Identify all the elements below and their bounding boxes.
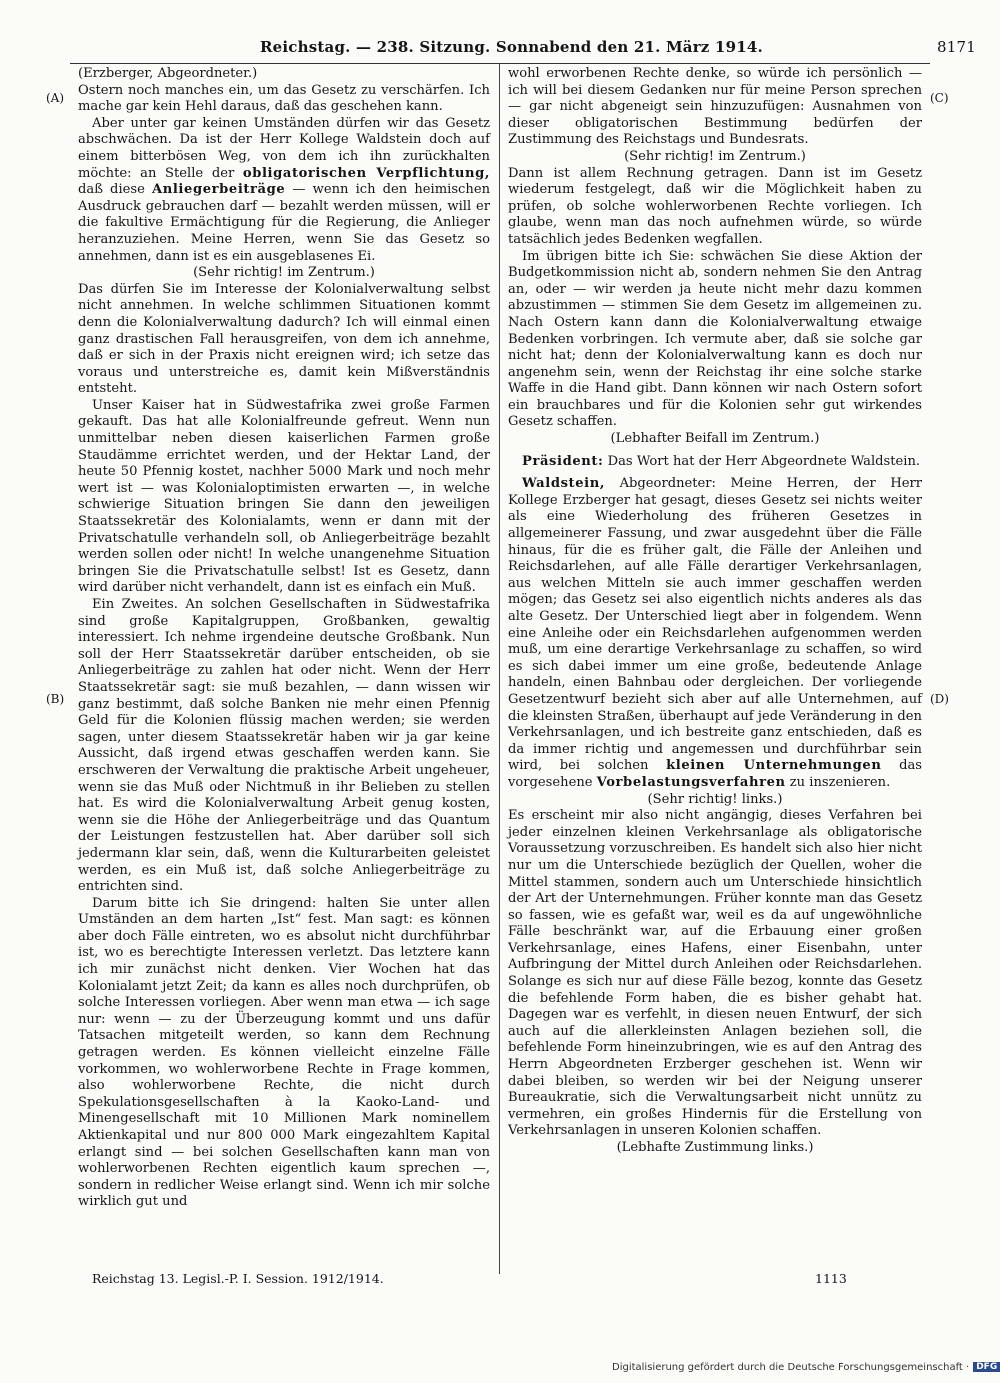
emphasis: obligatorischen Verpflichtung, <box>242 165 490 181</box>
header-title: Reichstag. — 238. Sitzung. Sonnabend den 21. März 1914. <box>260 38 763 56</box>
text-run: Das Wort hat der Herr Abgeordnete Waldstein. <box>603 453 921 469</box>
waldstein-speech <box>508 476 922 791</box>
interjection: (Lebhafter Beifall im Zentrum.) <box>610 431 820 447</box>
page-header <box>70 38 1000 64</box>
paragraph <box>78 116 490 265</box>
interjection: (Sehr richtig! im Zentrum.) <box>624 148 806 164</box>
text-run: das vorgesehene <box>508 758 923 790</box>
paragraph: Ostern noch manches ein, um das Gesetz zu verschärfen. Ich mache gar kein Hehl daraus, daß das geschehen kann. <box>78 82 490 115</box>
text-run: — wenn ich den heimischen Ausdruck gebrauchen darf — bezahlt werden müssen, will er die fakultive Ermächtigung für die Regierung, die Anlieger heranzuziehen. Meine Herren, wenn Sie das Gesetz so annehmen, dann ist es ein ausgeblasenes Ei. <box>78 182 491 264</box>
left-column <box>78 66 490 1211</box>
credit-text: Digitalisierung gefördert durch die Deutsche Forschungsgemeinschaft · <box>612 1362 970 1373</box>
paragraph: Das dürfen Sie im Interesse der Kolonialverwaltung selbst nicht annehmen. In welche schlimmen Situationen kommt denn die Kolonialverwaltung dadurch? Ich will einmal einen ganz drastischen Fall herausgreifen, von dem ich annehme, daß er sich in der Praxis nicht ereignen wird; ich setze das voraus und unterstreiche es, damit kein Mißverständnis entsteht. <box>78 281 490 397</box>
paragraph: Im übrigen bitte ich Sie: schwächen Sie diese Aktion der Budgetkommission nicht ab, sondern nehmen Sie den Antrag an, oder — wir werden ja heute nicht mehr dazu kommen abzustimmen — stimmen Sie dem Gesetz im allgemeinen zu. Nach Ostern kann dann die Kolonialverwaltung etwaige Bedenken vorbringen. Ich vermute aber, daß sie solche gar nicht hat; denn der Kolonialverwaltung kann es doch nur angenehm sein, wenn der Reichstag ihr eine solche starke Waffe in die Hand gibt. Dann können wir nach Ostern sofort ein brauchbares und für die Kolonien sehr gut wirkendes Gesetz schaffen. <box>508 248 922 430</box>
margin-mark-c: (C) <box>930 91 949 105</box>
header-rule <box>70 63 930 64</box>
speaker-label: Waldstein, <box>522 476 605 492</box>
digitization-credit <box>612 1362 1000 1373</box>
margin-mark-a: (A) <box>46 91 65 105</box>
speaker-note: (Erzberger, Abgeordneter.) <box>78 66 258 81</box>
margin-mark-d: (D) <box>930 692 949 706</box>
paragraph: Ein Zweites. An solchen Gesellschaften in Südwestafrika sind große Kapitalgruppen, Großbanken, gewaltig interessiert. Ich nehme irgendeine deutsche Großbank. Nun soll der Herr Staatssekretär darüber entscheiden, ob sie Anliegerbeiträge zu zahlen hat oder nicht. Wenn der Herr Staatssekretär sagt: sie muß bezahlen, — dann wissen wir ganz bestimmt, daß solche Banken nie mehr einen Pfennig Geld für die Kolonien flüssig machen werden; sie werden sagen, unter diesem Staatssekretär haben wir ja gar keine Aussicht, daß irgend etwas geschaffen werden kann. Sie erschweren der Verwaltung die praktische Arbeit ungeheuer, wenn sie das Muß oder Nichtmuß in ihr Belieben zu stellen hat. Es wird die Kolonialverwaltung Arbeit genug kosten, wenn sie die Höhe der Anliegerbeiträge und das Quantum der Leistungen festzustellen hat. Aber darüber soll sich jedermann klar sein, daß, wenn die Kulturarbeiten geleistet werden, es ein Muß ist, daß solche Anliegerbeiträge zu entrichten sind. <box>78 597 490 895</box>
page-number: 8171 <box>937 38 976 56</box>
interjection: (Sehr richtig! im Zentrum.) <box>193 265 375 281</box>
text-run: daß diese <box>78 182 152 198</box>
president-statement <box>508 454 922 471</box>
footer-sheet-number: 1113 <box>815 1271 847 1286</box>
emphasis: kleinen Unternehmungen <box>666 758 882 774</box>
text-run: Aber unter gar keinen Umständen dürfen wir das Gesetz abschwächen. Da ist der Herr Kollege Waldstein doch auf einem bitterbösen Weg, von dem ich ihn zurückhalten möchte: an Stelle der <box>78 115 490 181</box>
dfg-logo: DFG <box>973 1362 1000 1372</box>
interjection: (Lebhafte Zustimmung links.) <box>616 1140 814 1155</box>
text-run: Abgeordneter: Meine Herren, der Herr Kollege Erzberger hat gesagt, dieses Gesetz sei nichts weiter als eine Wiederholung des früheren Gesetzes in allgemeinerer Fassung, und zwar ausgedehnt über die Fälle hinaus, für die es früher galt, die Fälle der Anleihen und Reichsdarlehen, auf alle Fälle derartiger Verkehrsanlagen, aus welchen Mitteln sie auch immer geschaffen werden mögen; das Gesetz sei also eigentlich nichts anderes als das alte Gesetz. Der Unterschied liegt aber in folgendem. Wenn eine Anleihe oder ein Reichsdarlehen aufgenommen werden muß, um eine derartige Verkehrsanlage zu schaffen, so wird es sich dabei immer um eine große, bedeutende Anlage handeln, einen Bahnbau oder dergleichen. Der vorliegende Gesetzentwurf bezieht sich aber auf alle Unternehmen, auf die kleinsten Straßen, überhaupt auf jede Veränderung in den Verkehrsanlagen, und ich bestreite ganz entschieden, daß es da immer richtig und angemessen und durchführbar sein wird, bei solchen <box>508 476 922 774</box>
paragraph: Unser Kaiser hat in Südwestafrika zwei große Farmen gekauft. Das hat alle Kolonialfreunde gefreut. Wenn nun unmittelbar neben diesen kaiserlichen Farmen große Staudämme errichtet werden, und der Hektar Land, der heute 50 Pfennig kostet, nachher 5000 Mark und noch mehr wert ist — was Kolonialoptimisten erwarten —, in welche schwierige Situation bringen Sie dann den jeweiligen Staatssekretär des Kolonialamts, wenn er dann mit der Privatschatulle verhandeln soll, ob Anliegerbeiträge bezahlt werden sollen oder nicht! In welche unangenehme Situation bringen Sie die Privatschatulle selbst! Ist es Gesetz, dann wird darüber nicht verhandelt, dann ist es einfach ein Muß. <box>78 397 490 596</box>
paragraph: Es erscheint mir also nicht angängig, dieses Verfahren bei jeder einzelnen kleinen Verkehrsanlage als obligatorische Voraussetzung vorzuschreiben. Es handelt sich also hier nicht nur um die Unterschiede bezüglich der Quellen, woher die Mittel stammen, sondern auch um Unterschiede hinsichtlich der Art der Unternehmungen. Früher konnte man das Gesetz so fassen, wie es gefaßt war, weil es da auf ungewöhnliche Fälle beschränkt war, auf die Erbauung einer großen Verkehrsanlage, eines Hafens, einer Eisenbahn, unter Aufbringung der Mittel durch Anleihen oder Reichsdarlehen. Solange es sich nur auf diese Fälle bezog, konnte das Gesetz die befehlende Form haben, die es bisher gehabt hat. Dagegen war es verfehlt, in diesen neuen Entwurf, der sich auch auf die allerkleinsten Anlagen beziehen soll, die befehlende Form hineinzubringen, wie es auf den Antrag des Herrn Abgeordneten Erzberger geschehen ist. Wenn wir dabei bleiben, so werden wir bei der Neigung unserer Bureaukratie, sich die Verwaltungsarbeit nicht unnütz zu vermehren, ein großes Hindernis für die Erstellung von Verkehrsanlagen in unseren Kolonien schaffen. <box>508 808 922 1139</box>
footer-session: Reichstag 13. Legisl.-P. I. Session. 1912/1914. <box>92 1271 384 1286</box>
speaker-label: Präsident: <box>522 453 604 469</box>
interjection: (Sehr richtig! links.) <box>647 791 783 807</box>
paragraph: Darum bitte ich Sie dringend: halten Sie unter allen Umständen an dem harten „Ist“ fest. Man sagt: es können aber doch Fälle eintreten, wo es absolut nicht durchführbar ist, wo es berechtigte Interessen verletzt. Das letztere kann ich mir zunächst nicht denken. Vier Wochen hat das Kolonialamt jetzt Zeit; da kann es alles noch durchprüfen, ob solche Interessen vorliegen. Aber wenn man etwa — ich sage nur: wenn — zu der Überzeugung kommt und uns dafür Tatsachen mitgeteilt werden, so kann dem Rechnung getragen werden. Es können vielleicht einzelne Fälle vorkommen, wo wohlerworbene Rechte in Frage kommen, also wohlerworbene Rechte, die nicht durch Spekulationsgesellschaften à la Kaoko-Land- und Minengesellschaft mit 10 Millionen Mark nominellem Aktienkapital und nur 800 000 Mark eingezahltem Kapital erlangt sind — bei solchen Gesellschaften kann man von wohlerworbenen Rechten eigentlich kaum sprechen —, sondern in redlicher Weise erlangt sind. Wenn ich mir solche wirklich gut und <box>78 895 490 1210</box>
margin-mark-b: (B) <box>46 692 65 706</box>
paragraph: wohl erworbenen Rechte denke, so würde ich persönlich — ich will bei diesem Gedanken nur für meine Person sprechen — gar nicht abgeneigt sein hinzuzufügen: Ausnahmen von dieser obligatorischen Bestimmung bedürfen der Zustimmung des Reichstags und Bundesrats. <box>508 66 922 148</box>
emphasis: Anliegerbeiträge <box>151 182 286 198</box>
right-column <box>508 66 922 1157</box>
column-divider <box>499 64 500 1274</box>
emphasis: Vorbelastungsverfahren <box>596 774 786 790</box>
paragraph: Dann ist allem Rechnung getragen. Dann ist im Gesetz wiederum festgelegt, daß wir die Möglichkeit haben zu prüfen, ob solche wohlerworbenen Rechte vorliegen. Ich glaube, wenn man das noch aufnehmen würde, so würde tatsächlich jedes Bedenken wegfallen. <box>508 165 922 247</box>
text-run: zu inszenieren. <box>785 774 891 790</box>
